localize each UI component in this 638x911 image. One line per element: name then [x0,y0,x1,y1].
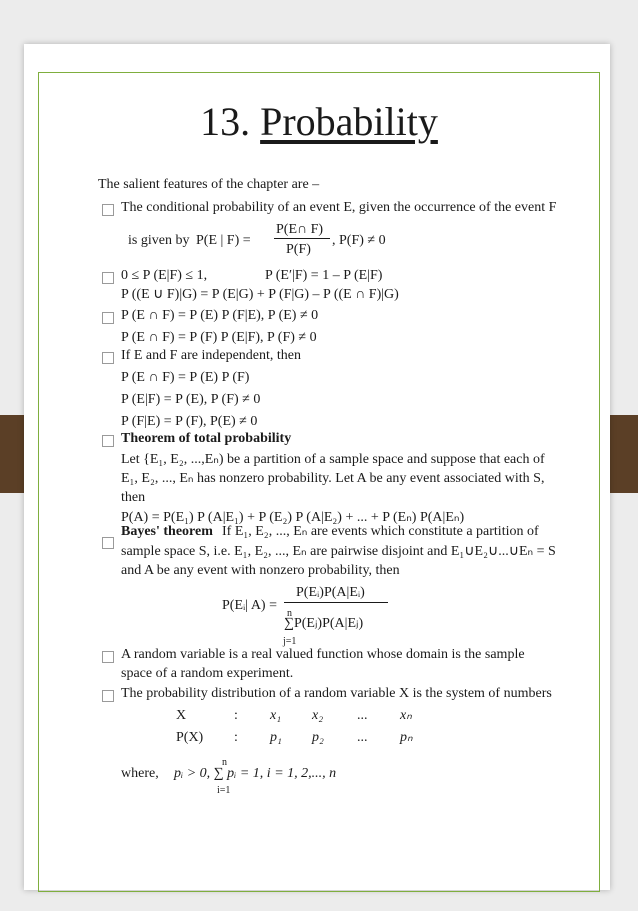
title-word: Probability [260,99,438,144]
b6-den-upper: n [287,608,292,619]
bullet-box-7 [102,651,114,663]
b2-line1b: P (E′|F) = 1 – P (E|F) [265,268,383,283]
b1-den: P(F) [286,242,311,257]
page-title [0,100,638,144]
b4-line3: P (E|F) = P (E), P (F) ≠ 0 [121,392,261,407]
dist-row2-colon: : [234,730,238,745]
b6-den-lower: j=1 [283,636,297,647]
b6-num: P(Eᵢ)P(A|Eᵢ) [296,585,365,600]
b4-line4: P (F|E) = P (F), P(E) ≠ 0 [121,414,258,429]
dist-row2-label: P(X) [176,730,204,745]
bullet-box-5 [102,435,114,447]
b1-lhs: P(E | F) = [196,233,251,248]
b8-line1: The probability distribution of a random variable X is the system of numbers [121,686,552,701]
b1-line1: The conditional probability of an event E, given the occurrence of the event F [121,200,557,215]
sum-condition: pᵢ > 0, ∑ pᵢ = 1, i = 1, 2,..., n [174,766,337,781]
b5-line3: then [121,490,146,505]
b6-heading: Bayes' theorem [121,524,213,539]
b3-line1: P (E ∩ F) = P (E) P (F|E), P (E) ≠ 0 [121,308,319,323]
b1-cond: , P(F) ≠ 0 [332,233,386,248]
dist-row1-label: X [176,708,187,723]
b7-line2: space of a random experiment. [121,666,294,681]
sum-upper: n [222,757,227,768]
sum-lower: i=1 [217,785,231,796]
b6-lhs: P(Eᵢ| A) = [222,598,277,613]
right-tab-decoration [608,415,638,493]
b6-line1: If E₁, E₂, ..., Eₙ are events which constitute a partition of [222,524,539,539]
b1-num: P(E∩ F) [276,222,324,237]
bullet-box-6 [102,537,114,549]
dist-row2-p2: p₂ [312,730,324,745]
where-label: where, [121,766,159,781]
bullet-box-1 [102,204,114,216]
b6-frac-line [284,602,388,603]
b6-line2: sample space S, i.e. E₁, E₂, ..., Eₙ are pairwise disjoint and E₁∪E₂∪...∪Eₙ = S [121,544,556,559]
bullet-box-4 [102,352,114,364]
b4-line2: P (E ∩ F) = P (E) P (F) [121,370,250,385]
dist-row1-dots: ... [357,708,368,723]
b3-line2: P (E ∩ F) = P (F) P (E|F), P (F) ≠ 0 [121,330,317,345]
dist-row1-x2: x₂ [312,708,324,723]
b5-line2: E₁, E₂, ..., Eₙ has nonzero probability. Let A be any event associated with S, [121,471,545,486]
bullet-box-2 [102,272,114,284]
dist-row2-dots: ... [357,730,368,745]
bullet-box-8 [102,690,114,702]
dist-row2-pn: pₙ [400,730,413,745]
b4-line1: If E and F are independent, then [121,348,301,363]
b1-frac-line [274,238,330,239]
b5-line1: Let {E₁, E₂, ...,Eₙ) be a partition of a sample space and suppose that each of [121,452,545,467]
b5-line4: P(A) = P(E₁) P (A|E₁) + P (E₂) P (A|E₂) + ... + P (Eₙ) P(A|Eₙ) [121,510,465,525]
bullet-box-3 [102,312,114,324]
title-number: 13. [200,99,251,144]
dist-row2-p1: p₁ [270,730,282,745]
b2-line1a: 0 ≤ P (E|F) ≤ 1, [121,268,208,283]
dist-row1-xn: xₙ [400,708,412,723]
b7-line1: A random variable is a real valued function whose domain is the sample [121,647,525,662]
b1-given-by: is given by [128,233,190,248]
b6-den: ∑P(Eⱼ)P(A|Eⱼ) [284,616,364,631]
b5-heading: Theorem of total probability [121,431,292,446]
dist-row1-colon: : [234,708,238,723]
dist-row1-x1: x₁ [270,708,282,723]
intro-text: The salient features of the chapter are – [98,177,320,192]
b2-line2: P ((E ∪ F)|G) = P (E|G) + P (F|G) – P ((E ∩ F)|G) [121,287,399,302]
b6-line3: and A be any event with nonzero probability, then [121,563,400,578]
